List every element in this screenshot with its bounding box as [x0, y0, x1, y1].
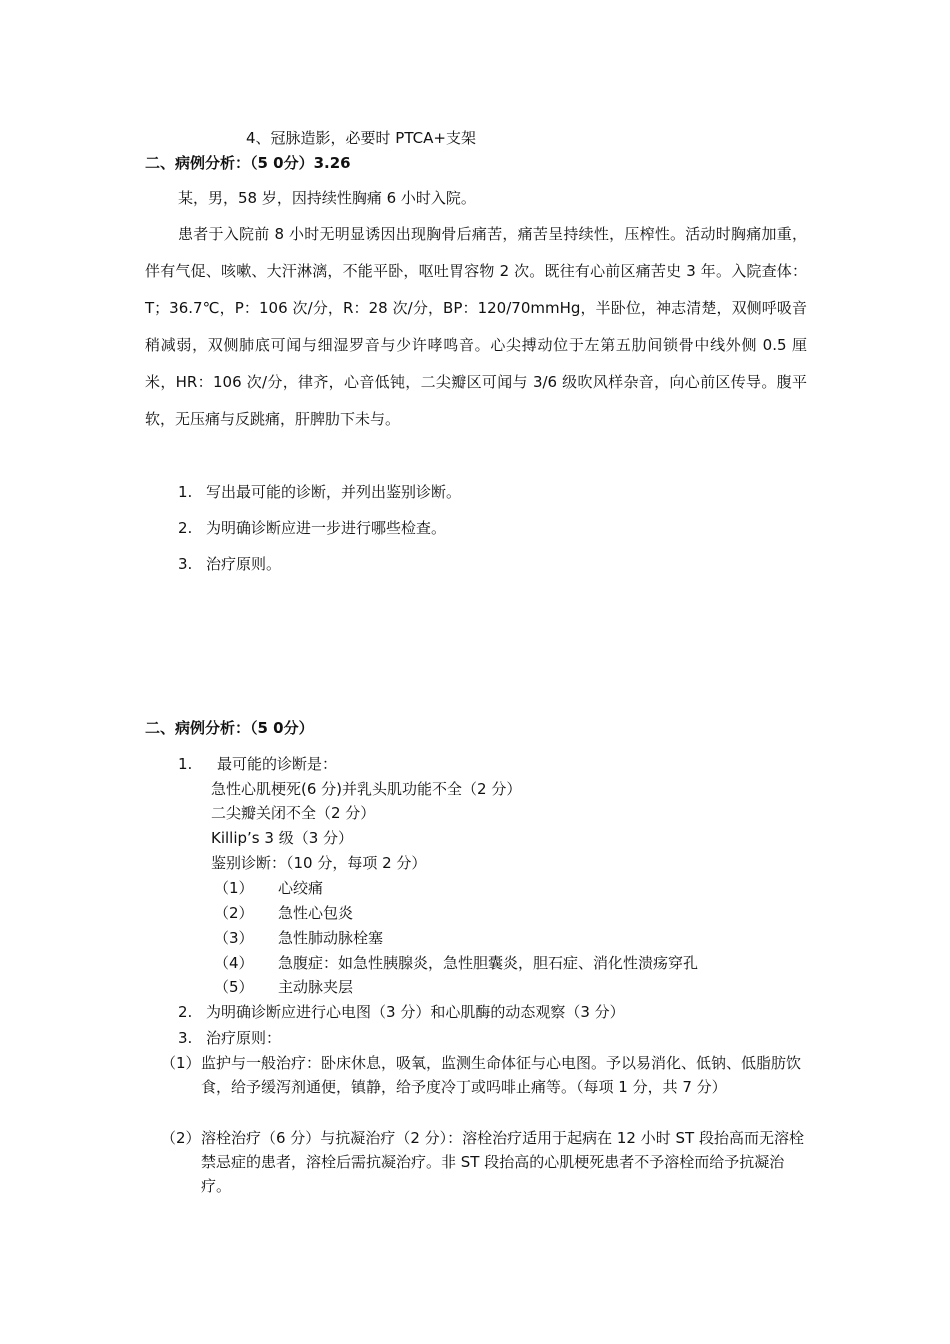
question-3-num: 3.: [178, 555, 193, 573]
case-description: 患者于入院前 8 小时无明显诱因出现胸骨后痛苦，痛苦呈持续性，压榨性。活动时胸痛加重，伴有气促、咳嗽、大汗淋漓，不能平卧，呕吐胃容物 2 次。既往有心前区痛苦史 3 年。入院查体：T；36.7℃，P：106 次/分，R：28 次/分，BP：120/70mmHg，半卧位，神志清楚，双侧呼吸音稍减弱，双侧肺底可闻与细湿罗音与少许哮鸣音。心尖搏动位于左第五肋间锁骨中线外侧 0.5 厘米，HR：106 次/分，律齐，心音低钝，二尖瓣区可闻与 3/6 级吹风样杂音，向心前区传导。腹平软，无压痛与反跳痛，肝脾肋下未与。: [145, 225, 807, 428]
differential-2-text: 急性心包炎: [278, 904, 354, 922]
question-1-text: 写出最可能的诊断，并列出鉴别诊断。: [206, 483, 462, 501]
diagnosis-line-2: 二尖瓣关闭不全（2 分）: [211, 804, 376, 822]
answer-2-num: 2.: [178, 1003, 193, 1021]
differential-2-num: （2）: [214, 904, 254, 922]
question-1-num: 1.: [178, 483, 193, 501]
treatment-2-num: （2）: [161, 1129, 201, 1147]
answer-3-text: 治疗原则：: [206, 1029, 282, 1047]
differential-5-text: 主动脉夹层: [278, 978, 354, 996]
section2-heading: 二、病例分析：（5 0分）: [145, 719, 314, 737]
differential-3-text: 急性肺动脉栓塞: [278, 929, 384, 947]
differential-4-num: （4）: [214, 954, 254, 972]
case-intro: 某，男，58 岁，因持续性胸痛 6 小时入院。: [178, 189, 476, 207]
differential-4-text: 急腹症：如急性胰腺炎，急性胆囊炎，胆石症、消化性溃疡穿孔: [278, 954, 699, 972]
diagnosis-line-4: 鉴别诊断：（10 分，每项 2 分）: [211, 854, 427, 872]
diagnosis-line-1: 急性心肌梗死(6 分)并乳头肌功能不全（2 分）: [211, 780, 522, 798]
treatment-1-num: （1）: [161, 1054, 201, 1072]
treatment-1-text: 监护与一般治疗：卧床休息，吸氧，监测生命体征与心电图。予以易消化、低钠、低脂肪饮食，给予缓泻剂通便，镇静，给予度冷丁或吗啡止痛等。（每项 1 分，共 7 分）: [201, 1054, 802, 1096]
differential-1-text: 心绞痛: [278, 879, 324, 897]
treatment-2-body: 溶栓治疗（6 分）与抗凝治疗（2 分）：溶栓治疗适用于起病在 12 小时 ST 段抬高而无溶栓禁忌症的患者，溶栓后需抗凝治疗。非 ST 段抬高的心肌梗死患者不予溶栓而给予抗凝治疗。: [201, 1129, 804, 1195]
differential-3-num: （3）: [214, 929, 254, 947]
answer-2-text: 为明确诊断应进行心电图（3 分）和心肌酶的动态观察（3 分）: [206, 1003, 625, 1021]
diagnosis-line-3: Killip’s 3 级（3 分）: [211, 829, 354, 847]
answer-3-num: 3.: [178, 1029, 193, 1047]
question-3-text: 治疗原则。: [206, 555, 282, 573]
differential-5-num: （5）: [214, 978, 254, 996]
answer-1-title: 最可能的诊断是：: [217, 755, 338, 773]
top-list-item: 4、冠脉造影，必要时 PTCA+支架: [246, 129, 476, 147]
answer-1-num: 1.: [178, 755, 193, 773]
question-2-text: 为明确诊断应进一步进行哪些检查。: [206, 519, 447, 537]
treatment-2-text: [201, 1126, 809, 1198]
section1-heading: 二、病例分析：（5 0分）3.26: [145, 154, 351, 172]
question-2-num: 2.: [178, 519, 193, 537]
differential-1-num: （1）: [214, 879, 254, 897]
